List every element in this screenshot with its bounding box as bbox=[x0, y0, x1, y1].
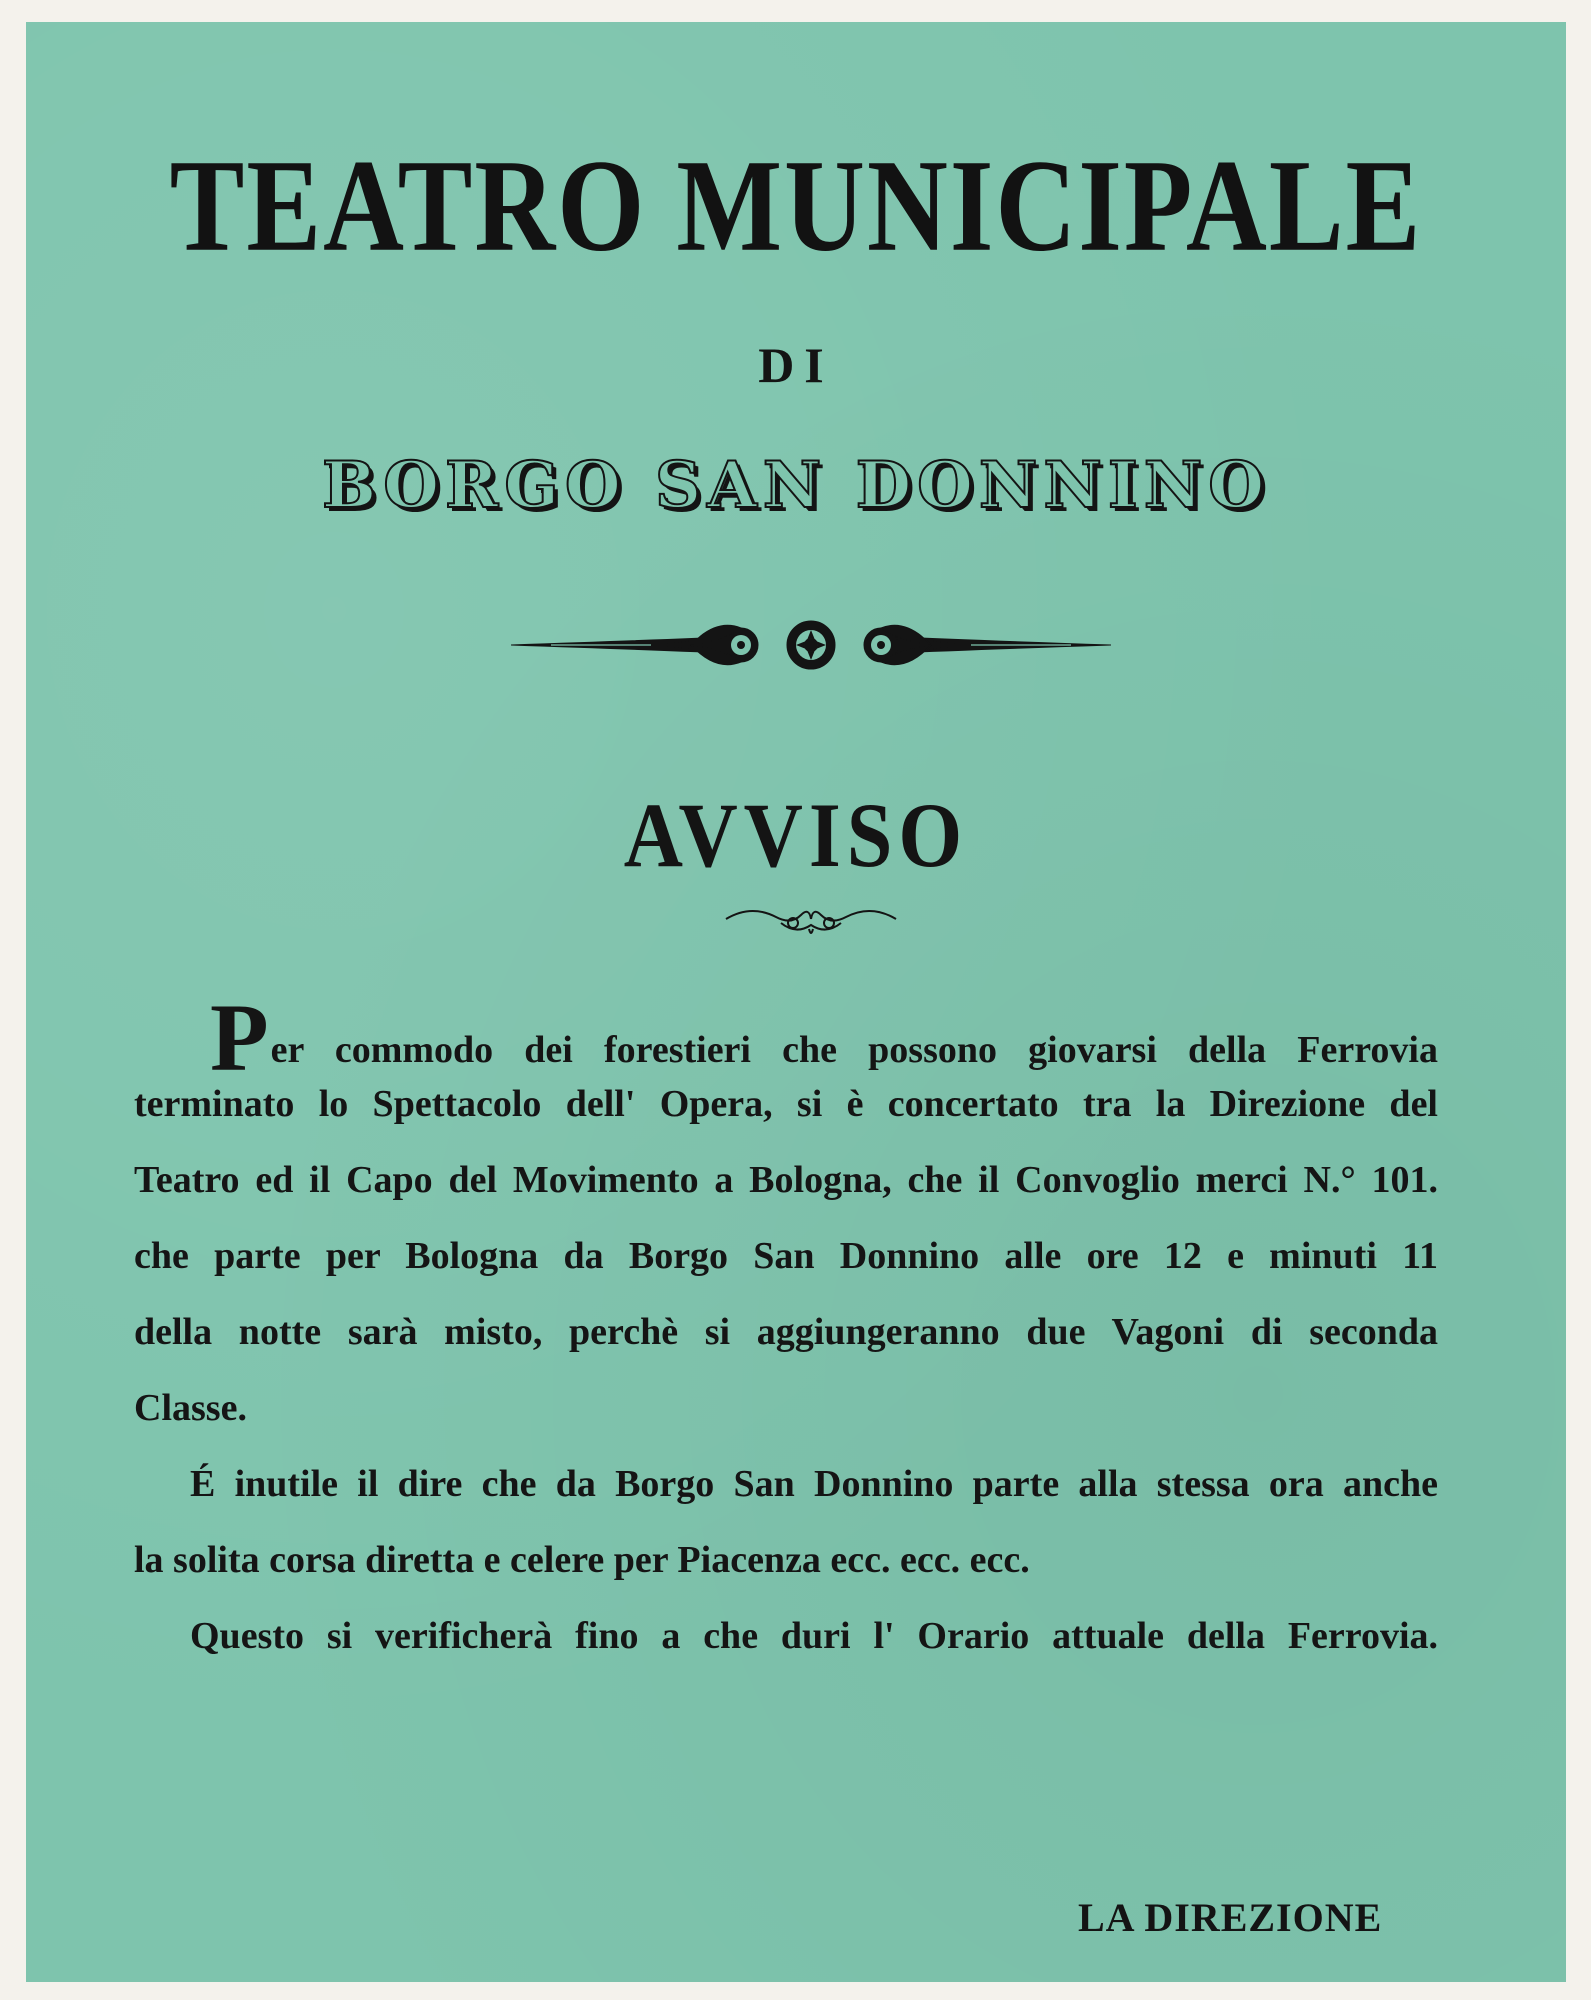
poster-place: BORGO SAN DONNINO bbox=[322, 448, 1270, 523]
signature: LA DIREZIONE bbox=[1078, 1895, 1383, 1940]
notice-heading: AVVISO bbox=[623, 784, 969, 887]
poster-title: TEATRO MUNICIPALE bbox=[169, 132, 1423, 280]
paragraph-line-text: er commodo dei forestieri che possono giovarsi della Ferrovia bbox=[270, 1029, 1438, 1071]
poster-sheet bbox=[26, 22, 1566, 1982]
paragraph-line: che parte per Bologna da Borgo San Donnino alle ore 12 e minuti 11 bbox=[134, 1235, 1438, 1277]
ornamental-divider-icon bbox=[511, 610, 1111, 680]
paragraph-line: É inutile il dire che da Borgo San Donnino parte alla stessa ora anche bbox=[190, 1463, 1438, 1505]
paragraph-line: Questo si verificherà fino a che duri l' Orario attuale della Ferrovia. bbox=[190, 1615, 1438, 1657]
drop-cap: P bbox=[210, 984, 269, 1091]
poster-di: DI bbox=[758, 337, 834, 393]
paragraph-line: la solita corsa diretta e celere per Piacenza ecc. ecc. ecc. bbox=[134, 1539, 1030, 1581]
flourish-icon bbox=[721, 899, 901, 939]
paragraph-line: terminato lo Spettacolo dell' Opera, si è concertato tra la Direzione del bbox=[134, 1083, 1438, 1125]
paragraph-line: Teatro ed il Capo del Movimento a Bologna, che il Convoglio merci N.° 101. bbox=[134, 1159, 1438, 1201]
paragraph-line: Classe. bbox=[134, 1387, 247, 1429]
paragraph-line bbox=[134, 984, 1438, 1091]
paragraph-line: della notte sarà misto, perchè si aggiungeranno due Vagoni di seconda bbox=[134, 1311, 1438, 1353]
paragraph-1 bbox=[134, 984, 1438, 1674]
